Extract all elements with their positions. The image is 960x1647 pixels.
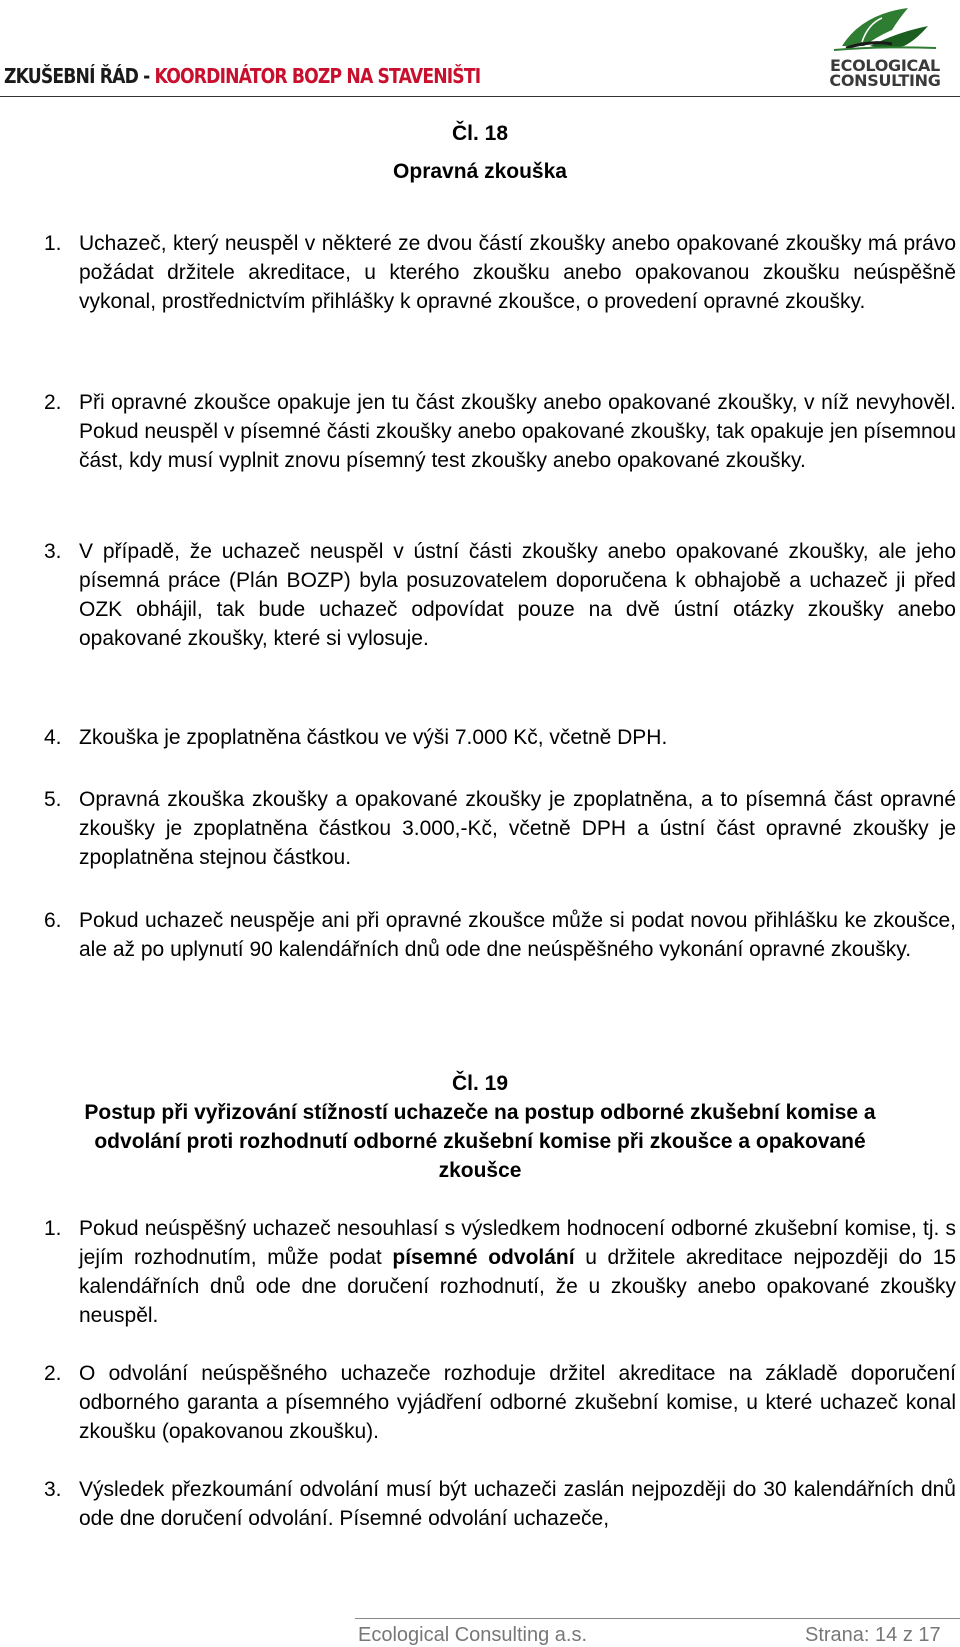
document-title-subject: KOORDINÁTOR BOZP NA STAVENIŠTI bbox=[154, 64, 481, 88]
logo-text-line2: CONSULTING bbox=[829, 71, 941, 90]
document-title-prefix: ZKUŠEBNÍ ŘÁD - bbox=[4, 64, 155, 88]
article-19-title-line-2: odvolání proti rozhodnutí odborné zkušební komise při zkoušce a opakované bbox=[94, 1130, 866, 1153]
article-18-title: Opravná zkouška bbox=[393, 160, 567, 183]
item-number: 2. bbox=[44, 391, 62, 414]
document-title bbox=[4, 64, 480, 88]
item-text-emphasis: písemné odvolání bbox=[392, 1246, 575, 1269]
item-number: 4. bbox=[44, 726, 62, 749]
item-text: Zkouška je zpoplatněna částkou ve výši 7.000 Kč, včetně DPH. bbox=[79, 726, 668, 749]
item-text: Opravná zkouška zkoušky a opakované zkoušky je zpoplatněna, a to písemná část opravné zkoušky je zpoplatněna částkou 3.000,-Kč, včetně DPH a ústní část opravné zkoušky je zpoplatněna stejnou částkou. bbox=[79, 788, 956, 869]
ecological-consulting-logo bbox=[812, 6, 958, 94]
item-text: O odvolání neúspěšného uchazeče rozhoduje držitel akreditace na základě doporučení odborného garanta a písemného vyjádření odborné zkušební komise, u které uchazeč konal zkoušku (opakovanou zkoušku). bbox=[79, 1362, 956, 1443]
item-number: 5. bbox=[44, 788, 62, 811]
footer-divider bbox=[355, 1618, 960, 1619]
footer-page-number: Strana: 14 z 17 bbox=[805, 1624, 941, 1646]
footer-company: Ecological Consulting a.s. bbox=[358, 1624, 588, 1646]
page-header bbox=[0, 0, 960, 100]
item-text bbox=[79, 1214, 956, 1330]
item-number: 1. bbox=[44, 232, 62, 255]
item-text-start: Pokud neúspěšný uchazeč nesouhlasí s výsledkem hodnocení odborné zkušební komise, tj. s jejím rozhodnutím, může podat bbox=[79, 1217, 956, 1269]
article-19-title-line-3: zkoušce bbox=[438, 1159, 522, 1182]
article-19-number: Čl. 19 bbox=[451, 1072, 509, 1095]
item-text: V případě, že uchazeč neuspěl v ústní části zkoušky anebo opakované zkoušky, ale jeho písemná práce (Plán BOZP) byla posuzovatelem doporučena k obhajobě a uchazeč ji před OZK obhájil, tak bude uchazeč odpovídat pouze na dvě ústní otázky zkoušky anebo opakované zkoušky, které si vylosuje. bbox=[79, 540, 956, 650]
item-text: Výsledek přezkoumání odvolání musí být uchazeči zaslán nejpozději do 30 kalendářních dnů ode dne doručení odvolání. Písemné odvolání uchazeče, bbox=[79, 1478, 956, 1530]
item-number: 6. bbox=[44, 909, 62, 932]
item-number: 1. bbox=[44, 1217, 62, 1240]
item-number: 2. bbox=[44, 1362, 62, 1385]
article-18-number: Čl. 18 bbox=[451, 122, 509, 145]
item-text: Při opravné zkoušce opakuje jen tu část zkoušky anebo opakované zkoušky, v níž nevyhověl. Pokud neuspěl v písemné části zkoušky anebo opakované zkoušky, tak opakuje jen písemnou část, kdy musí vyplnit znovu písemný test zkoušky anebo opakované zkoušky. bbox=[79, 391, 956, 472]
item-text-end: u držitele akreditace nejpozději do 15 kalendářních dnů ode dne doručení rozhodnutí, že u zkoušky anebo opakované zkoušky neuspěl. bbox=[79, 1246, 956, 1327]
logo-text-line1: ECOLOGICAL bbox=[830, 56, 940, 75]
butterfly-icon bbox=[812, 6, 958, 58]
header-divider bbox=[0, 96, 960, 97]
item-text: Uchazeč, který neuspěl v některé ze dvou částí zkoušky anebo opakované zkoušky má právo požádat držitele akreditace, u kterého zkoušku anebo opakovanou zkoušku neúspěšně vykonal, prostřednictvím přihlášky k opravné zkoušce, o provedení opravné zkoušky. bbox=[79, 232, 956, 313]
item-number: 3. bbox=[44, 1478, 62, 1501]
item-text: Pokud uchazeč neuspěje ani při opravné zkoušce může si podat novou přihlášku ke zkoušce, ale až po uplynutí 90 kalendářních dnů ode dne neúspěšného vykonání opravné zkoušky. bbox=[79, 909, 956, 961]
article-19-title-line-1: Postup při vyřizování stížností uchazeče na postup odborné zkušební komise a bbox=[84, 1101, 876, 1124]
item-number: 3. bbox=[44, 540, 62, 563]
